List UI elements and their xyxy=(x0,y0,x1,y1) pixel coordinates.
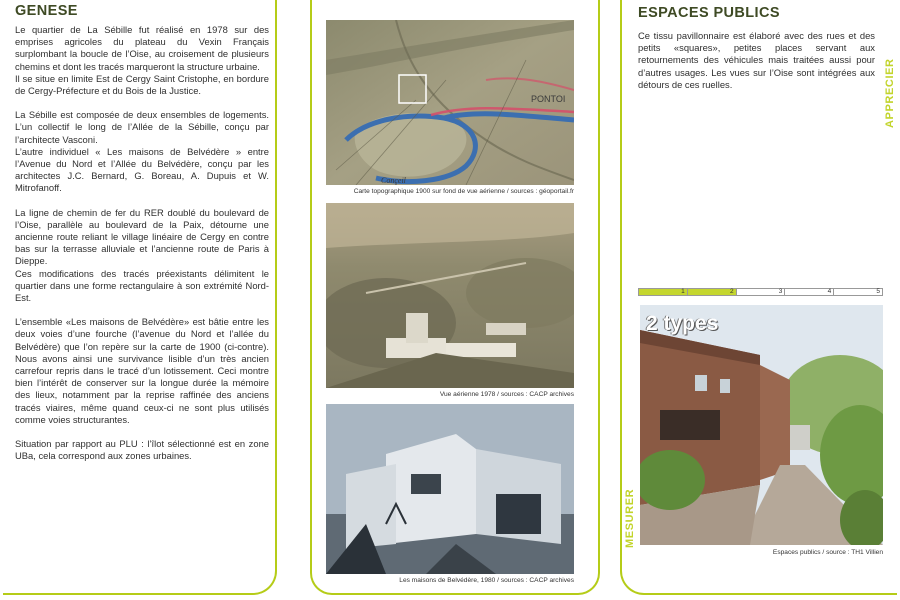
scale-cell-4: 4 xyxy=(784,289,833,295)
espaces-publics-text xyxy=(638,30,875,91)
map-label-conceil: Conçeil xyxy=(381,176,406,185)
photo-overlay-title: 2 types xyxy=(646,312,719,335)
genese-paragraph-2: La Sébille est composée de deux ensembles de logements. L’un collectif le long de l’Allée de la Sébille, conçu par l’architecte Vasconi. L’autre individuel « Les maisons de Belvédère » entre l’Avenue du Nord et l’Allée du Belvédère, conçu par les architectes J.C. Bernard, G. Boreau, A. Dupuis et W. Mitrofanoff. xyxy=(15,109,269,194)
label-apprecier: APPRECIER xyxy=(884,58,896,128)
genese-title: GENESE xyxy=(15,3,78,19)
belvedere-houses-1980-image xyxy=(326,404,574,574)
genese-paragraph-1: Le quartier de La Sébille fut réalisé en 1978 sur des emprises agricoles du plateau du Vexin Français surplombant la boucle de l’Oise, au croisement de plusieurs chemins et dont les tracés marqueront la structure urbaine. Il se situe en limite Est de Cergy Saint Cristophe, en bordure de Cergy-Préfecture et du Bois de la Justice. xyxy=(15,24,269,97)
scale-cell-2: 2 xyxy=(687,289,736,295)
genese-text xyxy=(15,24,269,463)
rating-scale xyxy=(638,288,883,296)
map-label-pontoise: PONTOI xyxy=(531,94,566,104)
public-spaces-photo xyxy=(640,305,883,545)
label-mesurer: MESURER xyxy=(624,488,636,548)
aerial-view-1978-image xyxy=(326,203,574,388)
scale-cell-5: 5 xyxy=(833,289,882,295)
caption-aerial: Vue aérienne 1978 / sources : CACP archives xyxy=(439,391,574,398)
caption-houses: Les maisons de Belvédère, 1980 / sources : CACP archives xyxy=(399,577,574,584)
scale-cell-1: 1 xyxy=(639,289,687,295)
topographic-map-image xyxy=(326,20,574,185)
genese-paragraph-5: Situation par rapport au PLU : l’îlot sélectionné est en zone UBa, cela correspond aux zones urbaines. xyxy=(15,438,269,462)
espaces-publics-paragraph: Ce tissu pavillonnaire est élaboré avec des rues et des petits «squares», petites places servant aux retournements des véhicules mais traitées aussi pour d’autres usages. Les vues sur l’Oise sont intégrées aux détours de ces ruelles. xyxy=(638,30,875,90)
caption-public-spaces: Espaces publics / source : TH1 Villien xyxy=(772,549,883,556)
genese-paragraph-3: La ligne de chemin de fer du RER doublé du boulevard de l’Oise, parallèle au boulevard de la Paix, détourne une ancienne route reliant le village linéaire de Cergy en contre bas sur la terrasse alluviale et l’ancienne route de Paris à Dieppe. Ces modifications des tracés préexistants délimitent le quartier dans une forme rectangulaire à son extrémité Nord-Est. xyxy=(15,206,269,304)
scale-cell-3: 3 xyxy=(736,289,785,295)
espaces-publics-title: ESPACES PUBLICS xyxy=(638,5,780,21)
genese-paragraph-4: L’ensemble «Les maisons de Belvédère» est bâtie entre les deux voies d’une fourche (l’avenue du Nord et l’allée du Belvédère) que l’on repère sur la carte de 1900 (ci-contre). Nous avons ainsi une survivance lisible d’un très ancien carrefour repris dans le tracé d’un lotissement. Ceci montre bien l’intérêt de conserver sur la longue durée la mémoire des lieux, notamment par la reprise raffinée des anciens tracés viaires, même quand ceux-ci ne sont plus utilisés comme voies structurantes. xyxy=(15,316,269,425)
caption-map: Carte topographique 1900 sur fond de vue aérienne / sources : géoportail.fr xyxy=(353,188,574,195)
